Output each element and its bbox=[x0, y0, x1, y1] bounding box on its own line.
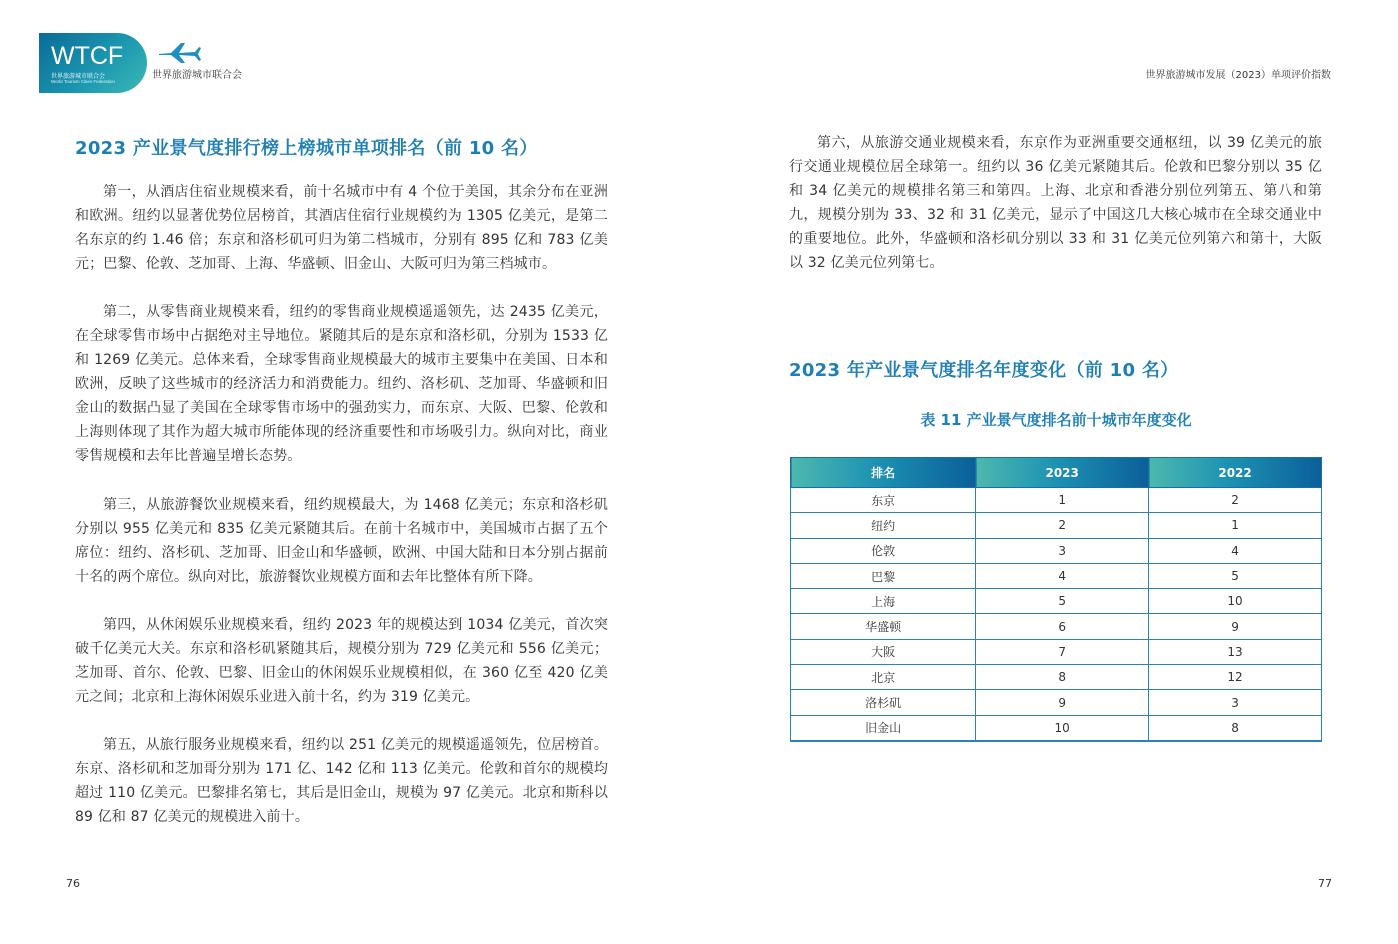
rank-2023-cell: 2 bbox=[976, 513, 1149, 538]
wtcf-logo bbox=[39, 33, 147, 93]
logo-subtitle-cn: 世界旅游城市联合会 bbox=[51, 73, 106, 80]
rank-2022-cell: 5 bbox=[1149, 563, 1322, 588]
city-cell: 上海 bbox=[791, 589, 976, 614]
logo-subtitle-en: World Tourism Cities Federation bbox=[51, 79, 115, 84]
rank-2022-cell: 10 bbox=[1149, 589, 1322, 614]
page-number: 76 bbox=[66, 877, 80, 890]
table-row bbox=[791, 639, 1322, 664]
section-heading: 2023 产业景气度排行榜上榜城市单项排名（前 10 名） bbox=[75, 138, 538, 159]
paragraph-transport: 第六，从旅游交通业规模来看，东京作为亚洲重要交通枢纽，以 39 亿美元的旅行交通业规模位居全球第一。纽约以 36 亿美元紧随其后。伦敦和巴黎分别以 35 亿和 34 亿美元的规模排名第三和第四。上海、北京和香港分别位列第五、第八和第九，规模分别为 33、32 和 31 亿美元，显示了中国这几大核心城市在全球交通业中的重要地位。此外，华盛顿和洛杉矶分别以 33 和 31 亿美元位列第六和第十，大阪以 32 亿美元位列第七。 bbox=[789, 135, 1322, 271]
table-row bbox=[791, 715, 1322, 741]
city-cell: 华盛顿 bbox=[791, 614, 976, 639]
rank-2023-cell: 1 bbox=[976, 488, 1149, 513]
city-cell: 洛杉矶 bbox=[791, 690, 976, 715]
ranking-table bbox=[790, 457, 1322, 742]
rank-2023-cell: 10 bbox=[976, 715, 1149, 741]
column-header: 2022 bbox=[1149, 458, 1322, 488]
rank-2022-cell: 3 bbox=[1149, 690, 1322, 715]
airplane-icon bbox=[157, 40, 201, 64]
city-cell: 北京 bbox=[791, 665, 976, 690]
rank-2022-cell: 12 bbox=[1149, 665, 1322, 690]
table-header-row bbox=[791, 458, 1322, 488]
page-number: 77 bbox=[1318, 877, 1332, 890]
city-cell: 伦敦 bbox=[791, 538, 976, 563]
rank-2023-cell: 8 bbox=[976, 665, 1149, 690]
column-header: 排名 bbox=[791, 458, 976, 488]
city-cell: 大阪 bbox=[791, 639, 976, 664]
rank-2023-cell: 4 bbox=[976, 563, 1149, 588]
rank-2022-cell: 1 bbox=[1149, 513, 1322, 538]
table-row bbox=[791, 665, 1322, 690]
rank-2023-cell: 5 bbox=[976, 589, 1149, 614]
rank-2022-cell: 9 bbox=[1149, 614, 1322, 639]
table-row bbox=[791, 513, 1322, 538]
section-heading: 2023 年产业景气度排名年度变化（前 10 名） bbox=[789, 360, 1179, 381]
paragraph-retail: 第二，从零售商业规模来看，纽约的零售商业规模遥遥领先，达 2435 亿美元，在全球零售市场中占据绝对主导地位。紧随其后的是东京和洛杉矶，分别为 1533 亿和 1269 亿美元。总体来看，全球零售商业规模最大的城市主要集中在美国、日本和欧洲，反映了这些城市的经济活力和消费能力。纽约、洛杉矶、芝加哥、华盛顿和旧金山的数据凸显了美国在全球零售市场中的强劲实力，而东京、大阪、巴黎、伦敦和上海则体现了其作为超大城市所能体现的经济重要性和市场吸引力。纵向对比，商业零售规模和去年比普遍呈增长态势。 bbox=[75, 304, 608, 464]
rank-2023-cell: 7 bbox=[976, 639, 1149, 664]
table-row bbox=[791, 614, 1322, 639]
paragraph-leisure: 第四，从休闲娱乐业规模来看，纽约 2023 年的规模达到 1034 亿美元，首次突破千亿美元大关。东京和洛杉矶紧随其后，规模分别为 729 亿美元和 556 亿美元；芝加哥、首尔、伦敦、巴黎、旧金山的休闲娱乐业规模相似，在 360 亿至 420 亿美元之间；北京和上海休闲娱乐业进入前十名，约为 319 亿美元。 bbox=[75, 617, 608, 705]
organization-name: 世界旅游城市联合会 bbox=[152, 70, 242, 81]
rank-2023-cell: 3 bbox=[976, 538, 1149, 563]
city-cell: 巴黎 bbox=[791, 563, 976, 588]
table-row bbox=[791, 538, 1322, 563]
city-cell: 东京 bbox=[791, 488, 976, 513]
table-row bbox=[791, 488, 1322, 513]
paragraph-hotel: 第一，从酒店住宿业规模来看，前十名城市中有 4 个位于美国，其余分布在亚洲和欧洲。纽约以显著优势位居榜首，其酒店住宿行业规模约为 1305 亿美元，是第二名东京的约 1.46 倍；东京和洛杉矶可归为第二档城市，分别有 895 亿和 783 亿美元；巴黎、伦敦、芝加哥、上海、华盛顿、旧金山、大阪可归为第三档城市。 bbox=[75, 184, 608, 272]
rank-2022-cell: 4 bbox=[1149, 538, 1322, 563]
table-row bbox=[791, 589, 1322, 614]
city-cell: 纽约 bbox=[791, 513, 976, 538]
table-row bbox=[791, 563, 1322, 588]
logo-text: WTCF bbox=[51, 42, 124, 70]
table-row bbox=[791, 690, 1322, 715]
paragraph-catering: 第三，从旅游餐饮业规模来看，纽约规模最大，为 1468 亿美元；东京和洛杉矶分别以 955 亿美元和 835 亿美元紧随其后。在前十名城市中，美国城市占据了五个席位：纽约、洛杉矶、芝加哥、旧金山和华盛顿，欧洲、中国大陆和日本分别占据前十名的两个席位。纵向对比，旅游餐饮业规模方面和去年比整体有所下降。 bbox=[75, 497, 608, 585]
right-page bbox=[699, 0, 1398, 944]
column-header: 2023 bbox=[976, 458, 1149, 488]
report-title: 世界旅游城市发展（2023）单项评价指数 bbox=[1145, 70, 1331, 81]
city-cell: 旧金山 bbox=[791, 715, 976, 741]
rank-2022-cell: 8 bbox=[1149, 715, 1322, 741]
rank-2023-cell: 9 bbox=[976, 690, 1149, 715]
rank-2022-cell: 2 bbox=[1149, 488, 1322, 513]
rank-2023-cell: 6 bbox=[976, 614, 1149, 639]
rank-2022-cell: 13 bbox=[1149, 639, 1322, 664]
table-caption: 表 11 产业景气度排名前十城市年度变化 bbox=[920, 411, 1192, 429]
paragraph-travel-service: 第五，从旅行服务业规模来看，纽约以 251 亿美元的规模遥遥领先，位居榜首。东京、洛杉矶和芝加哥分别为 171 亿、142 亿和 113 亿美元。伦敦和首尔的规模均超过 110 亿美元。巴黎排名第七，其后是旧金山，规模为 97 亿美元。北京和斯科以 89 亿和 87 亿美元的规模进入前十。 bbox=[75, 737, 608, 825]
